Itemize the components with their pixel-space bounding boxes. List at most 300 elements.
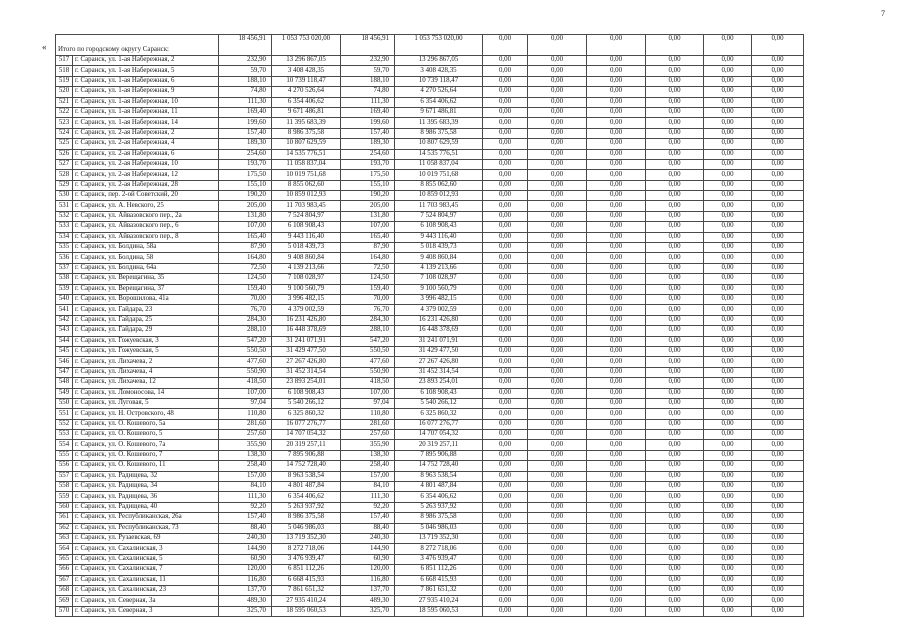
row-number-cell: 560 [56,502,73,512]
table-row [56,170,804,180]
value-cell: 6 668 415,93 [395,575,483,585]
value-cell: 0,00 [587,378,646,388]
value-cell: 0,00 [587,606,646,616]
table-row [56,326,804,336]
value-cell: 0,00 [704,201,752,211]
value-cell: 0,00 [752,585,804,595]
value-cell: 9 443 116,40 [272,232,341,242]
value-cell: 0,00 [587,97,646,107]
table-row [56,243,804,253]
value-cell: 0,00 [752,180,804,190]
value-cell: 0,00 [483,336,528,346]
value-cell: 16 231 426,80 [272,315,341,325]
value-cell: 0,00 [646,56,704,66]
value-cell: 284,30 [219,315,272,325]
value-cell: 107,00 [341,388,395,398]
value-cell: 0,00 [646,575,704,585]
value-cell: 165,40 [341,232,395,242]
value-cell: 0,00 [752,128,804,138]
value-cell: 5 046 986,03 [272,523,341,533]
value-cell: 0,00 [528,274,587,284]
value-cell: 0,00 [528,492,587,502]
value-cell: 6 108 908,43 [395,222,483,232]
value-cell: 193,70 [219,159,272,169]
value-cell: 0,00 [752,502,804,512]
value-cell: 477,60 [219,357,272,367]
row-number-cell: 546 [56,357,73,367]
value-cell: 0,00 [646,502,704,512]
address-cell: г. Саранск, ул. Сахалинская, 23 [73,585,219,595]
value-cell: 0,00 [528,565,587,575]
value-cell: 11 058 837,04 [395,159,483,169]
value-cell: 76,70 [341,305,395,315]
value-cell: 0,00 [483,367,528,377]
value-cell: 84,10 [341,482,395,492]
value-cell: 0,00 [646,346,704,356]
row-number-cell: 536 [56,253,73,263]
address-cell: г. Саранск, ул. А. Невского, 25 [73,201,219,211]
value-cell: 8 272 718,06 [395,544,483,554]
value-cell: 0,00 [587,357,646,367]
total-cell: 0,00 [752,35,804,56]
value-cell: 5 540 266,12 [395,398,483,408]
value-cell: 8 986 375,58 [272,128,341,138]
value-cell: 8 986 375,58 [395,513,483,523]
value-cell: 14 752 728,40 [395,461,483,471]
value-cell: 0,00 [752,523,804,533]
value-cell: 0,00 [704,378,752,388]
value-cell: 0,00 [752,66,804,76]
value-cell: 190,20 [341,191,395,201]
value-cell: 355,90 [219,440,272,450]
address-cell: г. Саранск, ул. 1-ая Набережная, 6 [73,76,219,86]
table-row [56,523,804,533]
row-number-cell: 568 [56,585,73,595]
value-cell: 3 408 428,35 [272,66,341,76]
value-cell: 0,00 [483,159,528,169]
value-cell: 0,00 [528,357,587,367]
value-cell: 137,70 [341,585,395,595]
value-cell: 0,00 [587,66,646,76]
value-cell: 0,00 [752,565,804,575]
value-cell: 3 408 428,35 [395,66,483,76]
total-cell: 18 456,91 [341,35,395,56]
value-cell: 0,00 [587,243,646,253]
value-cell: 0,00 [587,544,646,554]
value-cell: 0,00 [704,305,752,315]
value-cell: 0,00 [752,294,804,304]
value-cell: 325,70 [341,606,395,616]
address-cell: г. Саранск, ул. Ломоносова, 14 [73,388,219,398]
value-cell: 0,00 [483,118,528,128]
table-row [56,419,804,429]
value-cell: 188,10 [219,76,272,86]
value-cell: 27 935 410,24 [395,596,483,606]
value-cell: 0,00 [587,419,646,429]
value-cell: 258,40 [341,461,395,471]
value-cell: 23 893 254,01 [395,378,483,388]
value-cell: 0,00 [752,606,804,616]
value-cell: 7 895 906,88 [272,450,341,460]
table-row [56,336,804,346]
value-cell: 0,00 [752,398,804,408]
address-cell: г. Саранск, ул. Гожуевская, 3 [73,336,219,346]
value-cell: 10 859 012,93 [272,191,341,201]
row-number-cell: 539 [56,284,73,294]
value-cell: 27 935 410,24 [272,596,341,606]
value-cell: 7 108 028,97 [395,274,483,284]
value-cell: 9 100 560,79 [395,284,483,294]
value-cell: 0,00 [704,180,752,190]
row-number-cell: 517 [56,56,73,66]
value-cell: 6 354 406,62 [395,492,483,502]
value-cell: 0,00 [587,461,646,471]
address-cell: г. Саранск, ул. 1-ая Набережная, 5 [73,66,219,76]
value-cell: 157,00 [341,471,395,481]
value-cell: 0,00 [646,419,704,429]
value-cell: 14 707 054,32 [395,430,483,440]
value-cell: 88,40 [341,523,395,533]
value-cell: 0,00 [752,201,804,211]
value-cell: 0,00 [483,243,528,253]
value-cell: 0,00 [587,565,646,575]
value-cell: 138,30 [219,450,272,460]
value-cell: 0,00 [483,305,528,315]
table-row [56,575,804,585]
value-cell: 0,00 [752,533,804,543]
table-row [56,139,804,149]
value-cell: 0,00 [752,440,804,450]
value-cell: 9 408 860,84 [395,253,483,263]
value-cell: 157,00 [219,471,272,481]
value-cell: 5 263 937,92 [272,502,341,512]
value-cell: 0,00 [587,523,646,533]
value-cell: 0,00 [704,118,752,128]
value-cell: 137,70 [219,585,272,595]
value-cell: 159,40 [341,284,395,294]
value-cell: 0,00 [646,107,704,117]
value-cell: 4 801 487,84 [395,482,483,492]
value-cell: 4 379 002,59 [395,305,483,315]
value-cell: 0,00 [752,482,804,492]
value-cell: 0,00 [587,294,646,304]
value-cell: 0,00 [528,523,587,533]
value-cell: 547,20 [341,336,395,346]
value-cell: 550,90 [341,367,395,377]
value-cell: 0,00 [646,471,704,481]
value-cell: 72,50 [341,263,395,273]
value-cell: 6 354 406,62 [395,97,483,107]
value-cell: 550,50 [341,346,395,356]
row-number-cell: 565 [56,554,73,564]
value-cell: 6 354 406,62 [272,97,341,107]
value-cell: 7 524 804,97 [272,211,341,221]
value-cell: 0,00 [704,502,752,512]
value-cell: 0,00 [483,315,528,325]
value-cell: 0,00 [483,232,528,242]
address-cell: г. Саранск, ул. О. Кошевого, 7а [73,440,219,450]
value-cell: 10 019 751,68 [395,170,483,180]
value-cell: 284,30 [341,315,395,325]
row-number-cell: 561 [56,513,73,523]
value-cell: 0,00 [528,243,587,253]
value-cell: 0,00 [704,326,752,336]
table-row [56,606,804,616]
value-cell: 5 018 439,73 [272,243,341,253]
value-cell: 14 707 054,32 [272,430,341,440]
table-row [56,159,804,169]
table-row [56,76,804,86]
value-cell: 169,40 [219,107,272,117]
value-cell: 0,00 [704,76,752,86]
value-cell: 0,00 [646,565,704,575]
row-number-cell: 540 [56,294,73,304]
row-number-cell: 520 [56,87,73,97]
value-cell: 281,60 [219,419,272,429]
value-cell: 0,00 [528,398,587,408]
value-cell: 0,00 [704,388,752,398]
value-cell: 0,00 [483,66,528,76]
value-cell: 70,00 [219,294,272,304]
value-cell: 0,00 [752,243,804,253]
value-cell: 0,00 [528,554,587,564]
table-row [56,482,804,492]
row-number-cell: 535 [56,243,73,253]
value-cell: 0,00 [704,222,752,232]
row-number-cell: 521 [56,97,73,107]
value-cell: 3 476 939,47 [395,554,483,564]
value-cell: 0,00 [587,450,646,460]
value-cell: 0,00 [483,294,528,304]
row-number-cell: 551 [56,409,73,419]
value-cell: 0,00 [752,492,804,502]
value-cell: 199,60 [341,118,395,128]
table-row [56,430,804,440]
value-cell: 144,90 [341,544,395,554]
address-cell: г. Саранск, ул. Болдина, 58а [73,243,219,253]
value-cell: 0,00 [704,128,752,138]
value-cell: 159,40 [219,284,272,294]
value-cell: 0,00 [587,326,646,336]
value-cell: 0,00 [704,159,752,169]
table-row [56,492,804,502]
value-cell: 0,00 [587,76,646,86]
value-cell: 8 855 062,60 [272,180,341,190]
value-cell: 0,00 [704,243,752,253]
value-cell: 110,80 [341,409,395,419]
value-cell: 0,00 [483,357,528,367]
address-cell: г. Саранск, ул. О. Кошевого, 11 [73,461,219,471]
value-cell: 257,60 [341,430,395,440]
value-cell: 0,00 [752,575,804,585]
value-cell: 6 325 860,32 [395,409,483,419]
address-cell: г. Саранск, ул. Гайдара, 29 [73,326,219,336]
value-cell: 0,00 [528,149,587,159]
value-cell: 0,00 [704,533,752,543]
value-cell: 0,00 [528,482,587,492]
row-number-cell: 555 [56,450,73,460]
address-cell: г. Саранск, ул. 2-ая Набережная, 10 [73,159,219,169]
value-cell: 0,00 [752,118,804,128]
value-cell: 0,00 [704,284,752,294]
value-cell: 0,00 [704,523,752,533]
value-cell: 59,70 [219,66,272,76]
row-number-cell: 531 [56,201,73,211]
value-cell: 0,00 [483,440,528,450]
address-cell: г. Саранск, ул. О. Кошевого, 7 [73,450,219,460]
value-cell: 87,90 [219,243,272,253]
value-cell: 74,80 [341,87,395,97]
value-cell: 489,30 [219,596,272,606]
value-cell: 9 443 116,40 [395,232,483,242]
row-number-cell: 562 [56,523,73,533]
row-number-cell: 523 [56,118,73,128]
row-number-cell: 569 [56,596,73,606]
value-cell: 0,00 [752,315,804,325]
value-cell: 0,00 [528,585,587,595]
value-cell: 11 395 683,39 [272,118,341,128]
value-cell: 0,00 [646,118,704,128]
value-cell: 6 325 860,32 [272,409,341,419]
value-cell: 0,00 [483,596,528,606]
value-cell: 0,00 [752,409,804,419]
table-row [56,554,804,564]
value-cell: 164,80 [341,253,395,263]
value-cell: 0,00 [646,87,704,97]
value-cell: 205,00 [219,201,272,211]
value-cell: 0,00 [528,606,587,616]
value-cell: 0,00 [646,461,704,471]
table-row [56,56,804,66]
value-cell: 550,90 [219,367,272,377]
value-cell: 0,00 [704,440,752,450]
value-cell: 0,00 [587,56,646,66]
value-cell: 0,00 [587,315,646,325]
value-cell: 0,00 [752,97,804,107]
value-cell: 0,00 [528,232,587,242]
total-cell: 0,00 [587,35,646,56]
table-row [56,565,804,575]
value-cell: 3 996 482,15 [395,294,483,304]
value-cell: 0,00 [646,222,704,232]
value-cell: 0,00 [528,56,587,66]
value-cell: 232,90 [219,56,272,66]
value-cell: 0,00 [587,201,646,211]
value-cell: 0,00 [752,139,804,149]
total-cell: 1 053 753 020,00 [395,35,483,56]
value-cell: 116,80 [341,575,395,585]
value-cell: 0,00 [704,336,752,346]
table-row [56,87,804,97]
value-cell: 0,00 [528,294,587,304]
value-cell: 9 100 560,79 [272,284,341,294]
value-cell: 4 139 213,66 [272,263,341,273]
value-cell: 0,00 [752,450,804,460]
value-cell: 124,50 [219,274,272,284]
value-cell: 0,00 [587,118,646,128]
value-cell: 5 046 986,03 [395,523,483,533]
value-cell: 0,00 [483,513,528,523]
address-cell: г. Саранск, ул. Гожуевская, 5 [73,346,219,356]
value-cell: 0,00 [752,159,804,169]
value-cell: 18 595 060,53 [272,606,341,616]
row-number-cell: 570 [56,606,73,616]
value-cell: 116,80 [219,575,272,585]
value-cell: 0,00 [587,367,646,377]
total-cell: 1 053 753 020,00 [272,35,341,56]
value-cell: 325,70 [219,606,272,616]
table-row [56,211,804,221]
value-cell: 0,00 [646,357,704,367]
value-cell: 0,00 [646,211,704,221]
value-cell: 0,00 [587,596,646,606]
value-cell: 0,00 [528,66,587,76]
row-number-cell: 543 [56,326,73,336]
value-cell: 16 448 378,69 [272,326,341,336]
value-cell: 0,00 [587,554,646,564]
value-cell: 0,00 [752,191,804,201]
value-cell: 14 535 776,51 [272,149,341,159]
value-cell: 0,00 [528,305,587,315]
value-cell: 107,00 [341,222,395,232]
value-cell: 0,00 [587,305,646,315]
value-cell: 0,00 [483,482,528,492]
value-cell: 27 267 426,80 [272,357,341,367]
value-cell: 0,00 [483,180,528,190]
value-cell: 31 429 477,50 [272,346,341,356]
value-cell: 6 108 908,43 [272,222,341,232]
address-cell: г. Саранск, ул. 2-ая Набережная, 12 [73,170,219,180]
value-cell: 0,00 [704,492,752,502]
value-cell: 0,00 [483,201,528,211]
value-cell: 0,00 [483,284,528,294]
row-number-cell: 547 [56,367,73,377]
value-cell: 6 354 406,62 [272,492,341,502]
table-row [56,128,804,138]
value-cell: 0,00 [704,294,752,304]
value-cell: 97,04 [341,398,395,408]
value-cell: 13 296 867,05 [272,56,341,66]
value-cell: 0,00 [704,263,752,273]
value-cell: 0,00 [528,107,587,117]
value-cell: 0,00 [646,430,704,440]
value-cell: 87,90 [341,243,395,253]
value-cell: 97,04 [219,398,272,408]
value-cell: 8 963 538,54 [395,471,483,481]
row-number-cell: 557 [56,471,73,481]
value-cell: 0,00 [704,87,752,97]
value-cell: 0,00 [704,606,752,616]
value-cell: 240,30 [219,533,272,543]
value-cell: 0,00 [704,482,752,492]
value-cell: 0,00 [752,149,804,159]
value-cell: 0,00 [528,222,587,232]
value-cell: 0,00 [483,263,528,273]
value-cell: 107,00 [219,222,272,232]
value-cell: 164,80 [219,253,272,263]
row-number-cell: 524 [56,128,73,138]
value-cell: 31 452 314,54 [272,367,341,377]
table-row [56,191,804,201]
value-cell: 14 535 776,51 [395,149,483,159]
value-cell: 0,00 [587,159,646,169]
value-cell: 477,60 [341,357,395,367]
value-cell: 0,00 [587,492,646,502]
value-cell: 7 861 651,32 [395,585,483,595]
value-cell: 0,00 [646,585,704,595]
value-cell: 0,00 [587,513,646,523]
value-cell: 0,00 [704,346,752,356]
